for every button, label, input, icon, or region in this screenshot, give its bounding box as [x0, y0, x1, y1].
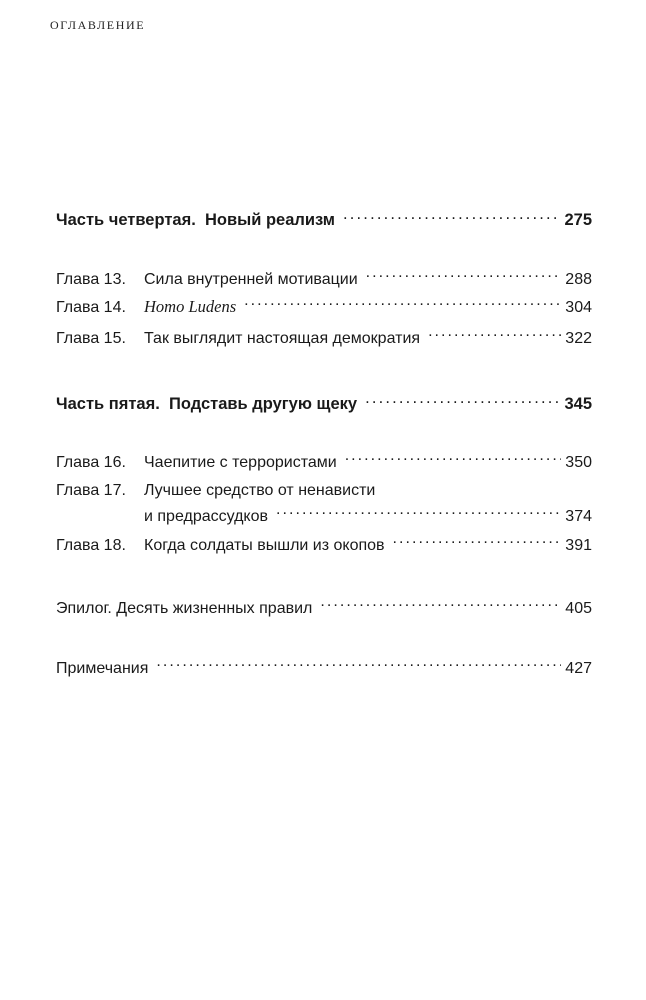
chapter-number: Глава 16. [56, 454, 126, 471]
toc-chapter-17-line-1[interactable] [56, 480, 592, 502]
part-title: Новый реализм [204, 210, 335, 229]
toc-notes[interactable] [56, 657, 592, 680]
page-number: 304 [565, 299, 592, 316]
toc-chapter-15[interactable] [56, 327, 592, 350]
dot-leader [345, 451, 562, 467]
chapter-number: Глава 17. [56, 482, 126, 499]
chapter-title-line-1: Лучшее средство от ненависти [144, 482, 376, 499]
dot-leader [343, 208, 560, 225]
toc-part-4[interactable] [56, 208, 592, 231]
dot-leader [320, 597, 561, 613]
dot-leader [428, 327, 561, 343]
dot-leader [365, 392, 560, 409]
chapter-number: Глава 14. [56, 299, 126, 316]
toc-chapter-18[interactable] [56, 534, 592, 557]
dot-leader [244, 296, 561, 312]
toc-chapter-17-line-2[interactable] [56, 505, 592, 528]
page-number: 427 [565, 660, 592, 677]
page-number: 391 [565, 537, 592, 554]
dot-leader [156, 657, 561, 673]
chapter-number: Глава 13. [56, 271, 126, 288]
running-head: ОГЛАВЛЕНИЕ [50, 18, 146, 32]
part-title: Подставь другую щеку [169, 394, 358, 413]
part-label: Часть четвертая. [56, 210, 196, 229]
page-number: 374 [565, 508, 592, 525]
chapter-number: Глава 15. [56, 330, 126, 347]
notes-title: Примечания [56, 660, 149, 677]
page-number: 405 [565, 600, 592, 617]
toc-part-5[interactable] [56, 392, 592, 415]
chapter-title: Когда солдаты вышли из окопов [144, 537, 385, 554]
chapter-title-line-2: и предрассудков [144, 508, 269, 525]
epilogue-title: Эпилог. Десять жизненных правил [56, 600, 313, 617]
page-number: 350 [565, 454, 592, 471]
page-number: 322 [565, 330, 592, 347]
part-label: Часть пятая. [56, 394, 160, 413]
page-number: 275 [564, 210, 592, 229]
chapter-title: Сила внутренней мотивации [144, 271, 358, 288]
chapter-title: Чаепитие с террористами [144, 454, 337, 471]
page-number: 288 [565, 271, 592, 288]
dot-leader [366, 268, 562, 284]
dot-leader [276, 505, 561, 521]
toc-epilogue[interactable] [56, 597, 592, 620]
page-number: 345 [564, 394, 592, 413]
chapter-title: Так выглядит настоящая демократия [144, 330, 421, 347]
toc-chapter-13[interactable] [56, 268, 592, 291]
chapter-title: Homo Ludens [144, 297, 237, 316]
chapter-number: Глава 18. [56, 537, 126, 554]
dot-leader [393, 534, 562, 550]
toc-chapter-14[interactable] [56, 296, 592, 319]
toc-chapter-16[interactable] [56, 451, 592, 474]
